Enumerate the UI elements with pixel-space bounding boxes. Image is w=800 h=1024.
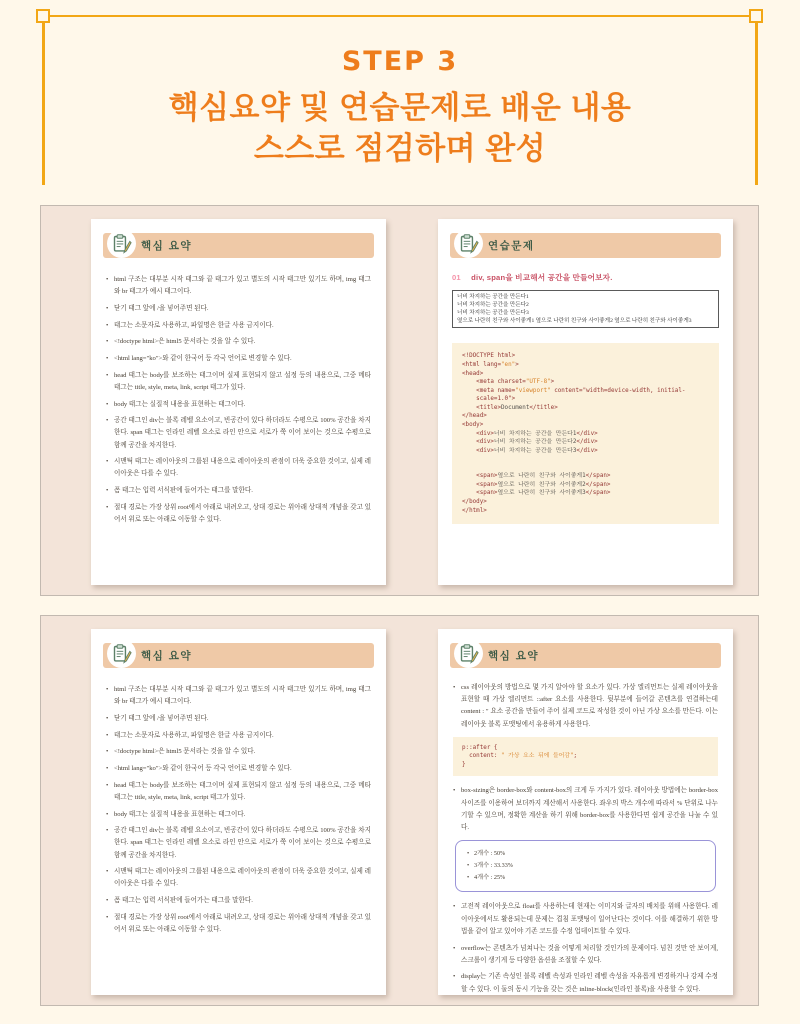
css-summary-blocks (453, 682, 718, 995)
summary-bullet: • <!doctype html>은 html5 문서라는 것을 알 수 있다. (106, 746, 371, 758)
frame-top-line (50, 15, 749, 18)
summary-bullet: • 폼 태그는 입력 서식판에 들어가는 태그를 말한다. (106, 895, 371, 907)
summary-bullet: • <html lang="ko">와 같이 한국어 등 각국 언어로 변경할 수 있다. (106, 763, 371, 775)
section-title: 핵심 요약 (488, 650, 539, 662)
code-line: <!DOCTYPE html> (462, 353, 516, 360)
clipboard-pencil-icon (454, 229, 483, 258)
exercise-question (452, 272, 719, 283)
exercise-page (438, 219, 733, 585)
summary-bullet: • body 태그는 실질적 내용을 표현하는 태그이다. (106, 809, 371, 821)
frame-corner-square-left (36, 9, 50, 23)
code-line: <span>옆으로 나란히 친구와 사이좋게2</span> (462, 481, 611, 488)
step-label: STEP 3 (341, 46, 459, 77)
code-line: <html lang="en"> (462, 362, 519, 368)
code-line (462, 455, 709, 464)
summary-bullet: • 고전적 레이아웃으로 float를 사용하는데 현재는 이미지와 글자의 배치를 위해 사용한다. 레이아웃에서도 활용되는데 문제는 겹침 포맷팅이 일어난다는 것이다. 이를 해결하기 위한 방법을 같이 알고 있어야 기존 코드를 수정 업데이트할 수 있다. (453, 901, 718, 938)
result-line: 너비 차지하는 공간을 만든다1 (457, 294, 529, 300)
css-code-snippet (453, 737, 718, 777)
code-line: </body> (462, 499, 487, 505)
summary-bullet: • head 태그는 body를 보조하는 태그이며 실제 표현되지 않고 설정 등의 내용으로, 그중 메타 태그는 title, style, meta, link, script 태그가 있다. (106, 370, 371, 394)
code-line: content: " 가상 요소 뒤에 들어감"; (462, 753, 578, 760)
summary-bullet: • <html lang="ko">와 같이 한국어 등 각국 언어로 변경할 수 있다. (106, 353, 371, 365)
summary-bullet: • 폼 태그는 입력 서식판에 들어가는 태그를 말한다. (106, 485, 371, 497)
hero-heading (0, 46, 800, 169)
summary-bullet: • 닫기 태그 앞에 /을 넣어주면 된다. (106, 713, 371, 725)
summary-bullet: • 공간 태그인 div는 블록 레벨 요소이고, 빈공간이 있다 하더라도 수평으로 100% 공간을 차지한다. span 태그는 인라인 레벨 요소로 라인 안으로 서로가 쭉 이어 보이는 것으로 수평으로 함께 공간을 차지한다. (106, 825, 371, 862)
code-line: <title>Document</title> (462, 404, 558, 411)
code-line: </head> (462, 413, 487, 420)
code-line: <div>너비 차지하는 공간을 만든다1</div> (462, 430, 598, 437)
summary-bullet: • 태그는 소문자로 사용하고, 파일명은 한글 사용 금지이다. (106, 320, 371, 332)
code-line (462, 464, 709, 473)
code-line: } (462, 761, 466, 768)
panel-bottom (40, 615, 759, 1006)
clipboard-pencil-icon (107, 639, 136, 668)
section-header-summary (103, 643, 374, 668)
question-number: 01 (452, 273, 461, 282)
code-line: p::after { (462, 744, 498, 751)
summary-bullet-list (106, 274, 371, 526)
code-line: scale=1.0"> (462, 396, 516, 403)
panel-top (40, 205, 759, 596)
section-title: 핵심 요약 (141, 650, 192, 662)
css-summary-page (438, 629, 733, 995)
clipboard-pencil-icon (107, 229, 136, 258)
summary-bullet: • css 레이아웃의 방법으로 몇 가지 알아야 할 요소가 있다. 가상 엘리먼트는 실제 레이아웃을 표현할 때 가상 엘리먼트 ::after 요소를 사용한다. 뒷부분에 들어갈 콘텐츠를 연결하는데 content : " 요소 공간을 만들어 주어 실제 코드로 작성한 것이 아닌 가상 요소를 만든다. 이는 레이아웃 블록 포맷팅에서 유용하게 사용한다. (453, 682, 718, 731)
result-line: 너비 차지하는 공간을 만든다2 (457, 302, 529, 309)
ratio-item: • 4개수 : 25% (467, 872, 704, 884)
summary-bullet: • 시맨틱 태그는 레이아웃의 그룹된 내용으로 레이아웃의 관점이 더욱 중요한 것이고, 실제 레이아웃은 다를 수 있다. (106, 456, 371, 480)
code-line: <body> (462, 421, 484, 428)
browser-result-box (452, 290, 719, 328)
ratio-item: • 2개수 : 50% (467, 848, 704, 860)
question-text: div, span을 비교해서 공간을 만들어보자. (471, 273, 613, 282)
code-line: <div>너비 차지하는 공간을 만든다2</div> (462, 439, 598, 446)
summary-bullet: • html 구조는 대부분 시작 태그와 끝 태그가 있고 별도의 시작 태그만 있기도 하며, img 태그와 br 태그가 예시 태그이다. (106, 274, 371, 298)
summary-bullet: • display는 기존 속성인 블록 레벨 속성과 인라인 레벨 속성을 자유롭게 변경하거나 강제 수정할 수 있다. 이 둘의 동시 기능을 갖는 것은 inline-block(인라인 블록)을 사용할 수 있다. (453, 971, 718, 995)
summary-bullet: • 절대 경로는 가장 상위 root에서 아래로 내려오고, 상대 경로는 위아래 상대적 개념을 갖고 있어서 위로 또는 아래로 이동할 수 있다. (106, 912, 371, 936)
summary-bullet: • 태그는 소문자로 사용하고, 파일명은 한글 사용 금지이다. (106, 730, 371, 742)
section-header-summary (450, 643, 721, 668)
clipboard-pencil-icon (454, 639, 483, 668)
summary-bullet: • html 구조는 대부분 시작 태그와 끝 태그가 있고 별도의 시작 태그만 있기도 하며, img 태그와 br 태그가 예시 태그이다. (106, 684, 371, 708)
code-line: <span>옆으로 나란히 친구와 사이좋게3</span> (462, 490, 611, 497)
summary-bullet: • 공간 태그인 div는 블록 레벨 요소이고, 빈공간이 있다 하더라도 수평으로 100% 공간을 차지한다. span 태그는 인라인 레벨 요소로 라인 안으로 서로가 쭉 이어 보이는 것으로 수평으로 함께 공간을 차지한다. (106, 415, 371, 452)
summary-page-2 (91, 629, 386, 995)
summary-bullet: • body 태그는 실질적 내용을 표현하는 태그이다. (106, 399, 371, 411)
summary-bullet-list (106, 684, 371, 936)
result-line: 옆으로 나란히 친구와 사이좋게1 옆으로 나란히 친구와 사이좋게2 옆으로 나란히 친구와 사이좋게3 (457, 318, 692, 325)
html-code-block (452, 343, 719, 524)
summary-bullet: • head 태그는 body를 보조하는 태그이며 실제 표현되지 않고 설정 등의 내용으로, 그중 메타 태그는 title, style, meta, link, script 태그가 있다. (106, 780, 371, 804)
summary-bullet: • box-sizing은 border-box와 content-box의 크게 두 가지가 있다. 레이아웃 방법에는 border-box 사이즈를 이용하여 보더까지 계산해서 사용한다. 좌우의 박스 개수에 따라서 % 단위로 나누기할 수 있으며, 정확한 계산을 하기 위해 border-box를 사용한다면 쉽게 공간을 나눌 수 있다. (453, 785, 718, 834)
section-header-exercise (450, 233, 721, 258)
code-line: <meta charset="UTF-8"> (462, 379, 555, 386)
page-title-line1: 핵심요약 및 연습문제로 배운 내용 (168, 90, 632, 125)
section-header-summary (103, 233, 374, 258)
code-line: <head> (462, 370, 484, 377)
summary-bullet: • overflow는 콘텐츠가 넘쳐나는 것을 어떻게 처리할 것인가의 문제이다. 넘친 것만 안 보이게, 스크롤이 생기게 등 다양한 옵션을 조절할 수 있다. (453, 943, 718, 967)
summary-page-1 (91, 219, 386, 585)
code-line: <span>옆으로 나란히 친구와 사이좋게1</span> (462, 473, 611, 480)
summary-bullet: • 절대 경로는 가장 상위 root에서 아래로 내려오고, 상대 경로는 위아래 상대적 개념을 갖고 있어서 위로 또는 아래로 이동할 수 있다. (106, 502, 371, 526)
code-line: <meta name="viewport" content="width=device-width, initial- (462, 387, 686, 394)
page-title-line2: 스스로 점검하며 완성 (253, 131, 547, 166)
column-ratio-box (455, 840, 716, 892)
section-title: 핵심 요약 (141, 240, 192, 252)
result-line: 너비 차지하는 공간을 만든다3 (457, 310, 529, 317)
summary-bullet: • 시맨틱 태그는 레이아웃의 그룹된 내용으로 레이아웃의 관점이 더욱 중요한 것이고, 실제 레이아웃은 다를 수 있다. (106, 866, 371, 890)
code-line: </html> (462, 507, 487, 514)
code-line: <div>너비 차지하는 공간을 만든다3</div> (462, 447, 598, 454)
summary-bullet: • <!doctype html>은 html5 문서라는 것을 알 수 있다. (106, 336, 371, 348)
section-title: 연습문제 (488, 240, 535, 252)
frame-corner-square-right (749, 9, 763, 23)
summary-bullet: • 닫기 태그 앞에 /을 넣어주면 된다. (106, 303, 371, 315)
ratio-item: • 3개수 : 33.33% (467, 860, 704, 872)
